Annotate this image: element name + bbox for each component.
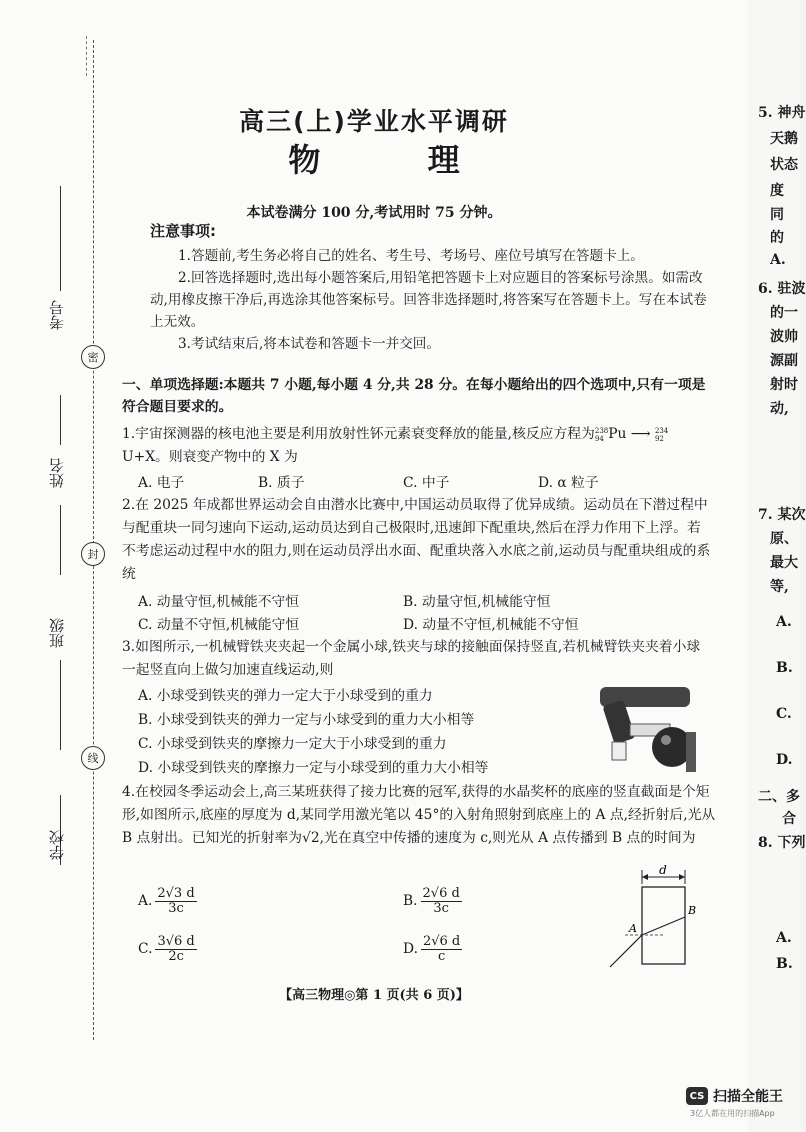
scanner-app-name: 扫描全能王 (713, 1089, 783, 1105)
label-d: d (659, 863, 667, 877)
notes-title: 注意事项: (150, 222, 216, 240)
q1-option-c[interactable]: C. 中子 (403, 475, 450, 491)
seal-feng: 封 (81, 542, 105, 566)
exam-title: 高三(上)学业水平调研 (239, 107, 509, 136)
seal-xian: 线 (81, 746, 105, 770)
banji-underline (60, 660, 61, 750)
scanner-logo (686, 1086, 783, 1106)
section-1-heading: 一、单项选择题:本题共 7 小题,每小题 4 分,共 28 分。在每小题给出的四个选项中,只有一项是符合题目要求的。 (122, 377, 706, 415)
strip-section-2: 二、多 (758, 789, 800, 805)
q4-option-a[interactable]: A. $\frac{2√3 d}{3c}$ (138, 886, 195, 916)
strip-q7: 7. 某次 (758, 507, 806, 523)
refraction-block-figure (605, 862, 705, 972)
label-b: B (688, 904, 697, 917)
label-banji: 班级 (48, 618, 66, 648)
q4-option-d[interactable]: D. $\frac{2√6 d}{c}$ (403, 934, 461, 964)
binding-dashed-line (93, 40, 94, 1040)
question-1: 1.宇宙探测器的核电池主要是利用放射性钚元素衰变释放的能量,核反应方程为 238 94 Pu ⟶ 234 92 U+X。则衰变产物中的 X 为 (122, 426, 669, 465)
q3-option-c[interactable]: C. 小球受到铁夹的摩擦力一定大于小球受到的重力 (138, 736, 447, 752)
label-kaohao: 考号 (48, 300, 66, 330)
exam-meta: 本试卷满分 100 分,考试用时 75 分钟。 (246, 205, 502, 221)
label-a: A (629, 922, 637, 935)
q4-option-b[interactable]: B. $\frac{2√6 d}{3c}$ (403, 886, 460, 916)
refracted-ray (642, 917, 685, 935)
strip-q6: 6. 驻波 (758, 281, 806, 297)
strip-q8: 8. 下列 (758, 835, 806, 851)
q3-option-d[interactable]: D. 小球受到铁夹的摩擦力一定与小球受到的重力大小相等 (138, 760, 489, 776)
q2-option-b[interactable]: B. 动量守恒,机械能守恒 (403, 594, 551, 610)
next-page-strip: 5. 神舟 天鹅 状态 度 同 的 A. 6. 驻波 的一 波帅 源副 射时 动, 7. 某次 原、 最大 等, A. B. C. D. 二、多 合 8. 下列 A. B. (748, 0, 800, 1132)
question-4: 4.在校园冬季运动会上,高三某班获得了接力比赛的冠军,获得的水晶奖杯的底座的竖直截面是个矩形,如图所示,底座的厚度为 d,某同学用激光笔以 45°的入射角照射到底座上的 A 点,经折射后,光从 B 点射出。已知光的折射率为√2,光在真空中传播的速度为 c,则光从 A 点传播到 B 点的时间为 (122, 784, 716, 846)
question-3: 3.如图所示,一机械臂铁夹夹起一个金属小球,铁夹与球的接触面保持竖直,若机械臂铁夹夹着小球一起竖直向上做匀加速直线运动,则 (122, 639, 701, 678)
q3-option-b[interactable]: B. 小球受到铁夹的弹力一定与小球受到的重力大小相等 (138, 712, 475, 728)
seal-mi: 密 (81, 345, 105, 369)
robot-arm-clamp-figure (590, 682, 705, 777)
label-xuexiao: 学校 (48, 830, 66, 860)
note-2: 2.回答选择题时,选出每小题答案后,用铅笔把答题卡上对应题目的答案标号涂黑。如需改动,用橡皮擦干净后,再选涂其他答案标号。回答非选择题时,将答案写在答题卡上。写在本试卷上无效。 (150, 270, 707, 330)
q3-option-a[interactable]: A. 小球受到铁夹的弹力一定大于小球受到的重力 (138, 688, 433, 704)
xingming-underline-2 (60, 505, 61, 575)
q2-option-a[interactable]: A. 动量守恒,机械能不守恒 (138, 594, 300, 610)
incident-ray (610, 935, 642, 967)
q2-option-c[interactable]: C. 动量不守恒,机械能守恒 (138, 617, 300, 633)
strip-q5: 5. 神舟 (758, 105, 806, 121)
subject-title: 物 理 (288, 141, 508, 179)
scanner-tagline: 3亿人都在用的扫描App (690, 1109, 775, 1118)
q4-option-c[interactable]: C. $\frac{3√6 d}{2c}$ (138, 934, 195, 964)
page-footer: 【高三物理◎第 1 页(共 6 页)】 (279, 988, 469, 1003)
question-2: 2.在 2025 年成都世界运动会自由潜水比赛中,中国运动员取得了优异成绩。运动员在下潜过程中与配重块一同匀速向下运动,运动员达到自己极限时,迅速卸下配重块,然后在浮力作用下上浮。若不考虑运动过程中水的阻力,则在运动员浮出水面、配重块落入水底之前,运动员与配重块组成的系统 (122, 497, 711, 582)
cs-badge-icon: CS (686, 1087, 708, 1105)
cut-dash-top (86, 36, 87, 76)
note-3: 3.考试结束后,将本试卷和答题卡一并交回。 (178, 336, 440, 352)
q2-option-d[interactable]: D. 动量不守恒,机械能不守恒 (403, 617, 579, 633)
q1-option-b[interactable]: B. 质子 (258, 475, 305, 491)
q1-option-a[interactable]: A. 电子 (138, 475, 185, 491)
label-xingming: 姓名 (48, 458, 66, 488)
note-1: 1.答题前,考生务必将自己的姓名、考生号、考场号、座位号填写在答题卡上。 (178, 248, 644, 264)
xingming-underline (60, 395, 61, 445)
q1-option-d[interactable]: D. α 粒子 (538, 475, 599, 491)
